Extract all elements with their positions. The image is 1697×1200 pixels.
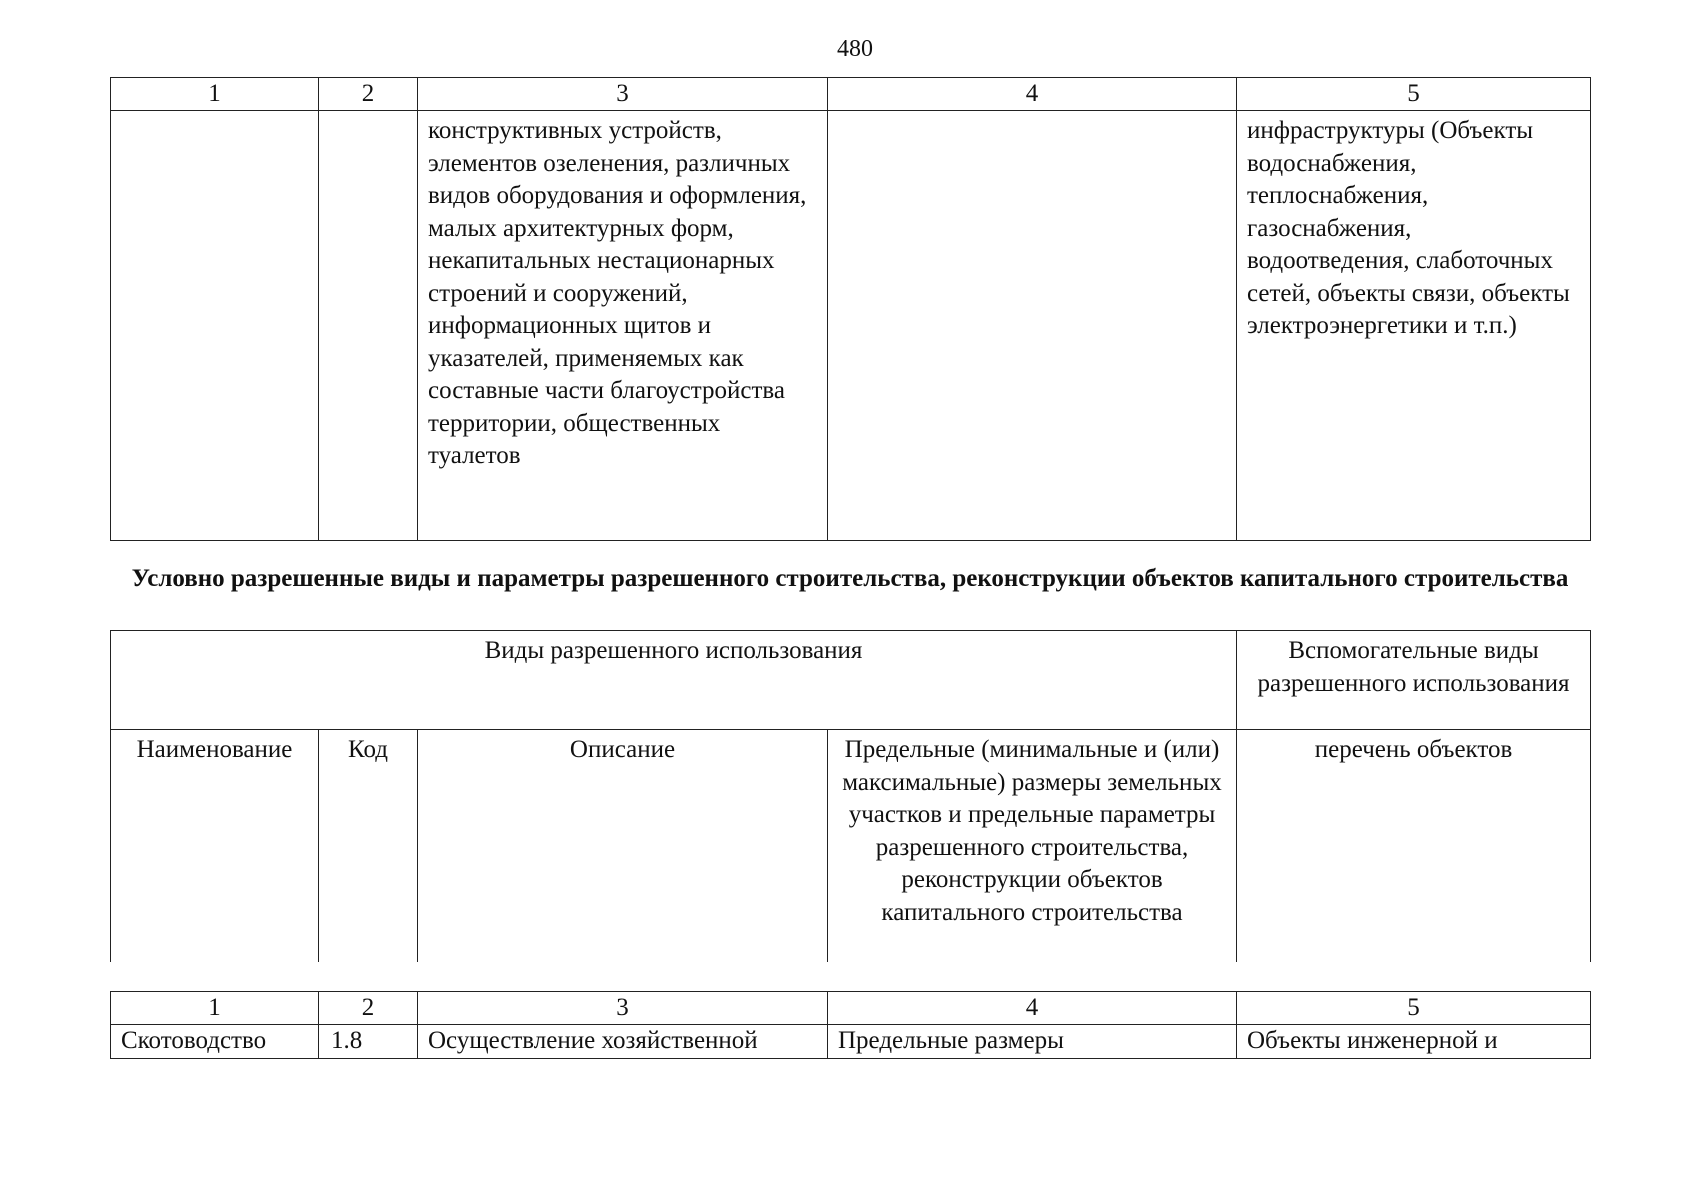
cell-objects	[1237, 111, 1591, 541]
column-number-row	[111, 992, 1591, 1025]
header-objects: перечень объектов	[1237, 730, 1591, 963]
column-number: 2	[319, 78, 418, 111]
description-text: конструктивных устройств, элементов озеленения, различных видов оборудования и оформления, малых архитектурных форм, некапитальных нестационарных строений и сооружений, информационных щитов и указателей, применяемых как составные части благоустройства территории, общественных туалетов	[428, 117, 807, 469]
group-header-row	[111, 631, 1591, 730]
column-number-row	[111, 78, 1591, 111]
group-main-header: Виды разрешенного использования	[111, 631, 1237, 730]
table-header	[110, 630, 1591, 962]
column-number: 4	[828, 78, 1237, 111]
column-number: 3	[418, 78, 828, 111]
column-number: 2	[319, 992, 418, 1025]
column-number: 5	[1237, 78, 1591, 111]
column-number: 3	[418, 992, 828, 1025]
table-row	[111, 1025, 1591, 1059]
header-description: Описание	[418, 730, 828, 963]
table-row	[111, 111, 1591, 541]
column-number: 5	[1237, 992, 1591, 1025]
cell-description: Осуществление хозяйственной	[418, 1025, 828, 1059]
page-number: 480	[837, 36, 873, 62]
table-continuation	[110, 77, 1591, 541]
group-aux-header: Вспомогательные виды разрешенного использования	[1237, 631, 1591, 730]
cell-code: 1.8	[319, 1025, 418, 1059]
cell-description	[418, 111, 828, 541]
column-number: 1	[111, 992, 319, 1025]
table-bottom	[110, 991, 1591, 1059]
section-heading: Условно разрешенные виды и параметры разрешенного строительства, реконструкции объектов капитального строительства	[131, 565, 1569, 592]
column-header-row	[111, 730, 1591, 963]
cell-code	[319, 111, 418, 541]
cell-name: Скотоводство	[111, 1025, 319, 1059]
cell-objects: Объекты инженерной и	[1237, 1025, 1591, 1059]
header-limits: Предельные (минимальные и (или) максимальные) размеры земельных участков и предельные параметры разрешенного строительства, реконструкции объектов капитального строительства	[828, 730, 1237, 963]
cell-name	[111, 111, 319, 541]
header-code: Код	[319, 730, 418, 963]
cell-limits: Предельные размеры	[828, 1025, 1237, 1059]
column-number: 4	[828, 992, 1237, 1025]
column-number: 1	[111, 78, 319, 111]
cell-limits	[828, 111, 1237, 541]
header-name: Наименование	[111, 730, 319, 963]
objects-text: инфраструктуры (Объекты водоснабжения, теплоснабжения, газоснабжения, водоотведения, слаботочных сетей, объекты связи, объекты электроэнергетики и т.п.)	[1247, 117, 1570, 339]
